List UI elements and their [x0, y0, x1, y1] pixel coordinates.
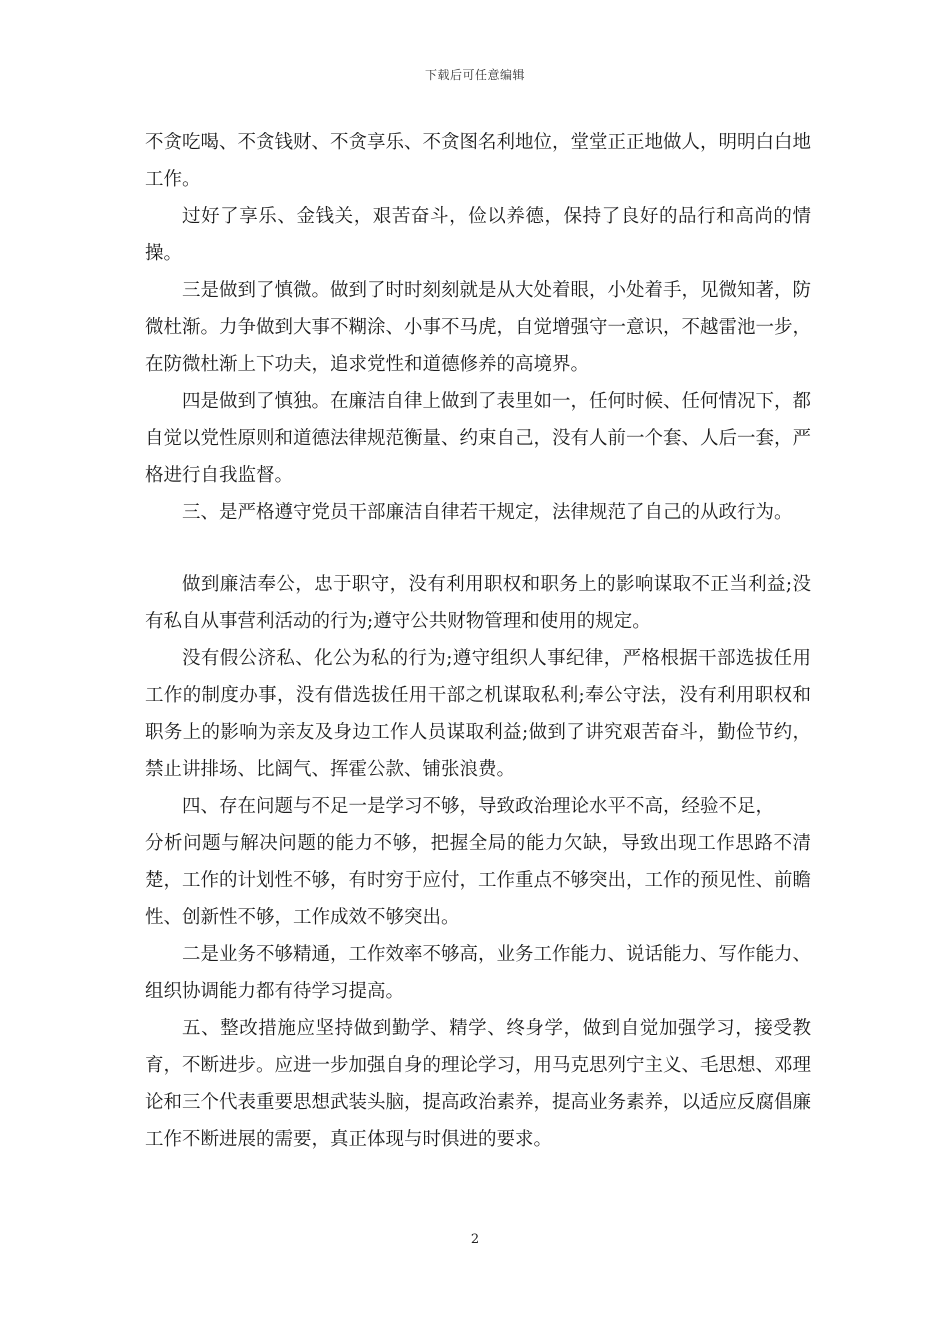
- paragraph: 四是做到了慎独。在廉洁自律上做到了表里如一，任何时候、任何情况下，都自觉以党性原则和道德法律规范衡量、约束自己，没有人前一个套、人后一套，严格进行自我监督。: [145, 391, 812, 486]
- paragraph: 没有假公济私、化公为私的行为;遵守组织人事纪律，严格根据干部选拔任用工作的制度办事，没有借选拔任用干部之机谋取私利;奉公守法，没有利用职权和职务上的影响为亲友及身边工作人员谋取利益;做到了讲究艰苦奋斗，勤俭节约，禁止讲排场、比阔气、挥霍公款、铺张浪费。: [145, 648, 811, 780]
- paragraph: 五、整改措施应坚持做到勤学、精学、终身学，做到自觉加强学习，接受教育，不断进步。应进一步加强自身的理论学习，用马克思列宁主义、毛思想、邓理论和三个代表重要思想武装头脑，提高政治素养，提高业务素养，以适应反腐倡廉工作不断进展的需要，真正体现与时俱进的要求。: [145, 1018, 812, 1150]
- paragraph: 三是做到了慎微。做到了时时刻刻就是从大处着眼，小处着手，见微知著，防微杜渐。力争做到大事不糊涂、小事不马虎，自觉增强守一意识，不越雷池一步，在防微杜渐上下功夫，追求党性和道德修养的高境界。: [145, 280, 812, 375]
- paragraph: 做到廉洁奉公，忠于职守，没有利用职权和职务上的影响谋取不正当利益;没有私自从事营利活动的行为;遵守公共财物管理和使用的规定。: [145, 574, 811, 632]
- paragraph: 四、存在问题与不足一是学习不够，导致政治理论水平不高，经验不足，: [182, 796, 775, 817]
- document-body: [145, 124, 811, 1158]
- paragraph: 三、是严格遵守党员干部廉洁自律若干规定，法律规范了自己的从政行为。: [182, 502, 793, 523]
- paragraph: 二是业务不够精通，工作效率不够高，业务工作能力、说话能力、写作能力、组织协调能力都有待学习提高。: [145, 944, 812, 1002]
- page-header: 下载后可任意编辑: [424, 68, 525, 82]
- paragraph: 不贪吃喝、不贪钱财、不贪享乐、不贪图名利地位，堂堂正正地做人，明明白白地工作。: [145, 132, 812, 190]
- paragraph-gap: [145, 531, 811, 566]
- paragraph: 分析问题与解决问题的能力不够，把握全局的能力欠缺，导致出现工作思路不清楚，工作的计划性不够，有时穷于应付，工作重点不够突出，工作的预见性、前瞻性、创新性不够，工作成效不够突出。: [145, 833, 812, 928]
- page-number: 2: [470, 1232, 480, 1247]
- paragraph: 过好了享乐、金钱关，艰苦奋斗，俭以养德，保持了良好的品行和高尚的情操。: [145, 206, 811, 264]
